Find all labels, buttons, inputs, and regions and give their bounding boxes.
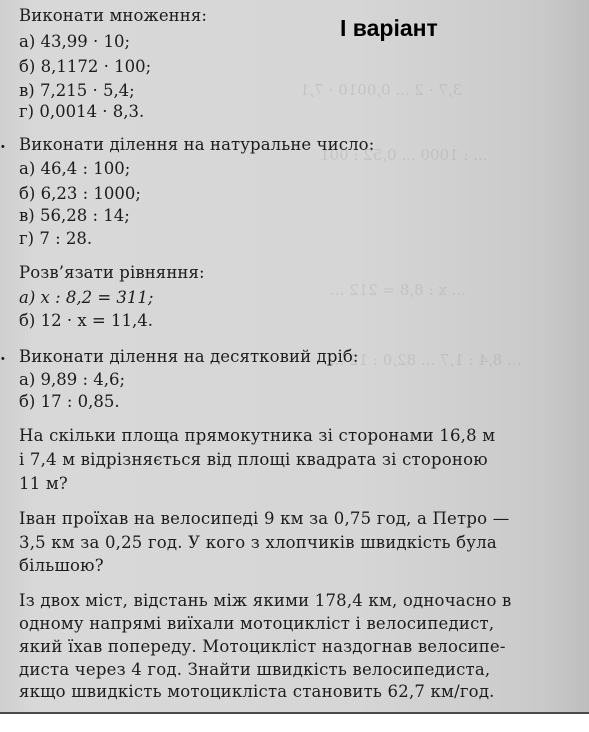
task-item: в) 7,215 · 5,4; (19, 81, 135, 100)
show-through-text: ... : 1000 ... 0,52 : 001 (320, 146, 488, 164)
variant-title: І варіант (340, 15, 438, 41)
task-item: в) 56,28 : 14; (19, 206, 130, 225)
task-heading: Виконати множення: (19, 6, 208, 25)
task-heading: Розв’язати рівняння: (19, 263, 205, 282)
task-item: б) 8,1172 · 100; (19, 57, 152, 76)
page-bottom-edge (0, 712, 589, 714)
show-through-text: ... x : 8,8 = 212 ... (330, 281, 466, 299)
word-problem-line: який їхав попереду. Мотоцикліст наздогнав велосипе- (19, 637, 506, 656)
show-through-text: ... 8,4 : 1,7 ... 82,0 : 12 ... (330, 351, 522, 369)
word-problem-line: одному напрямі виїхали мотоцикліст і велосипедист, (19, 614, 495, 633)
word-problem-line: 11 м? (19, 474, 68, 493)
task-number-fragment: . (0, 133, 6, 152)
task-item: г) 7 : 28. (19, 229, 93, 248)
show-through-text: 3,7 · 2 ... 0,0010 · 7,1 (300, 81, 463, 99)
equation-item: а) x : 8,2 = 311; (19, 288, 154, 307)
word-problem-line: Іван проїхав на велосипеді 9 км за 0,75 год, а Петро — (19, 509, 510, 528)
task-heading: Виконати ділення на натуральне число: (19, 135, 375, 154)
task-item: г) 0,0014 · 8,3. (19, 102, 145, 121)
task-heading: Виконати ділення на десятковий дріб: (19, 347, 359, 366)
task-number-fragment: . (0, 345, 6, 364)
word-problem-line: більшою? (19, 556, 104, 575)
equation-item: б) 12 · x = 11,4. (19, 311, 153, 330)
task-item: а) 46,4 : 100; (19, 159, 131, 178)
word-problem-line: якщо швидкість мотоцикліста становить 62,7 км/год. (19, 682, 495, 701)
task-item: б) 17 : 0,85. (19, 392, 120, 411)
task-item: а) 9,89 : 4,6; (19, 370, 126, 389)
task-item: а) 43,99 · 10; (19, 32, 131, 51)
word-problem-line: На скільки площа прямокутника зі сторонами 16,8 м (19, 426, 496, 445)
word-problem-line: диста через 4 год. Знайти швидкість велосипедиста, (19, 660, 491, 679)
word-problem-line: і 7,4 м відрізняється від площі квадрата зі стороною (19, 450, 488, 469)
task-item: б) 6,23 : 1000; (19, 184, 141, 203)
word-problem-line: 3,5 км за 0,25 год. У кого з хлопчиків швидкість була (19, 533, 497, 552)
word-problem-line: Із двох міст, відстань між якими 178,4 км, одночасно в (19, 591, 512, 610)
